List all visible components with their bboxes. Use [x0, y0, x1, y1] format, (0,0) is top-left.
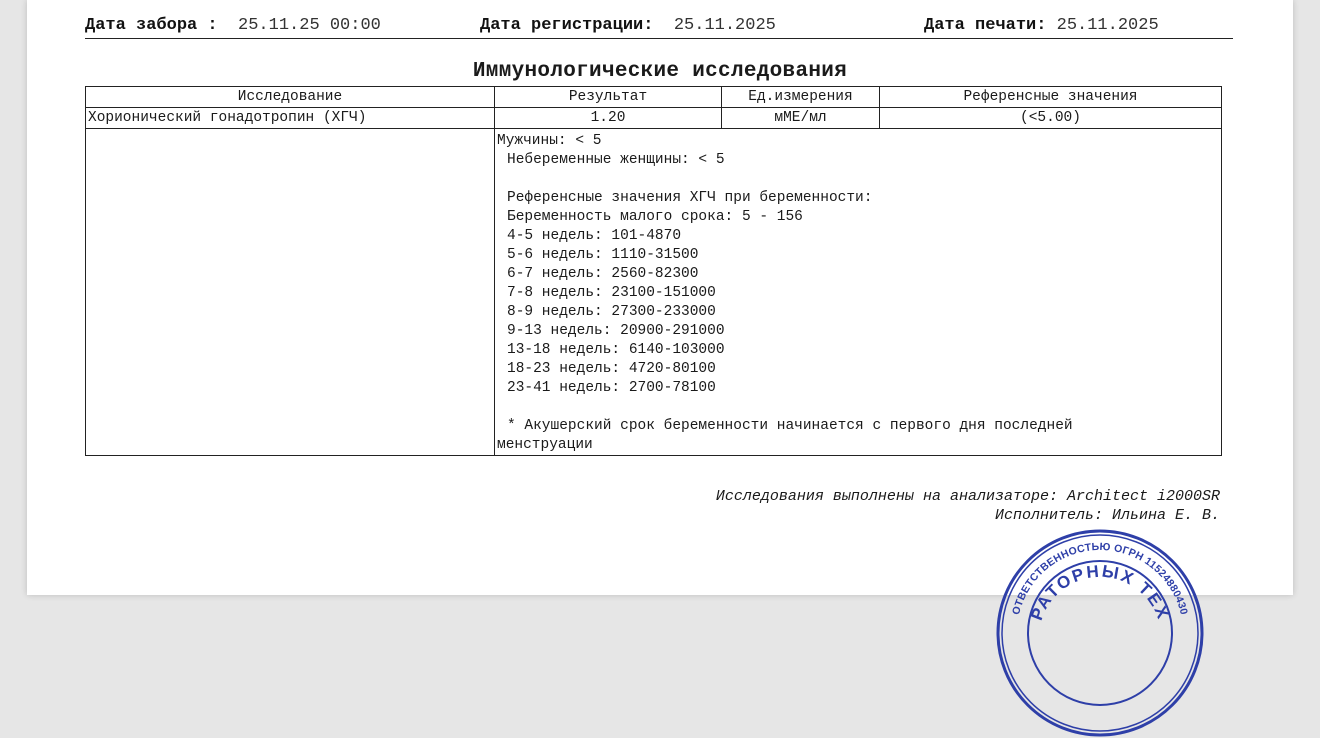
- notes-cell: [495, 129, 1222, 456]
- stamp-inner-text: РАТОРНЫХ ТЕХ: [1027, 561, 1173, 623]
- note-line: 4-5 недель: 101-4870: [507, 228, 682, 244]
- reference-cell: (<5.00): [880, 108, 1222, 129]
- note-line: 13-18 недель: 6140-103000: [507, 342, 725, 358]
- section-title: Иммунологические исследования: [472, 60, 848, 83]
- performer-note: Исполнитель: Ильина Е. В.: [994, 507, 1220, 524]
- note-line: 18-23 недель: 4720-80100: [507, 361, 716, 377]
- collection-date-label: Дата забора :: [85, 16, 218, 35]
- print-date-value: 25.11.2025: [1056, 16, 1159, 35]
- note-line: Мужчины: < 5: [497, 133, 602, 149]
- notes-empty-cell: [86, 129, 495, 456]
- unit-cell: мМЕ/мл: [722, 108, 880, 129]
- registration-date: [480, 16, 776, 35]
- note-line: [497, 170, 1219, 189]
- report-sheet: [27, 0, 1293, 623]
- note-line: Небеременные женщины: < 5: [507, 152, 725, 168]
- collection-date: [85, 16, 381, 35]
- note-line: 5-6 недель: 1110-31500: [507, 247, 699, 263]
- note-line: 23-41 недель: 2700-78100: [507, 380, 716, 396]
- note-line: Беременность малого срока: 5 - 156: [507, 209, 803, 225]
- column-header-unit: Ед.измерения: [722, 87, 880, 108]
- result-cell: 1.20: [495, 108, 722, 129]
- registration-date-label: Дата регистрации:: [480, 16, 654, 35]
- reference-notes: [497, 129, 1219, 455]
- note-line: 6-7 недель: 2560-82300: [507, 266, 699, 282]
- column-header-test: Исследование: [86, 87, 495, 108]
- header-divider: [85, 38, 1233, 39]
- table-row: [86, 108, 1222, 129]
- note-line: 9-13 недель: 20900-291000: [507, 323, 725, 339]
- notes-row: [86, 129, 1222, 456]
- note-line: Референсные значения ХГЧ при беременности:: [507, 190, 873, 206]
- collection-date-value: 25.11.25 00:00: [238, 16, 381, 35]
- analyzer-note: Исследования выполнены на анализаторе: Architect i2000SR: [715, 488, 1220, 505]
- note-line: 8-9 недель: 27300-233000: [507, 304, 716, 320]
- column-header-reference: Референсные значения: [880, 87, 1222, 108]
- print-date-label: Дата печати:: [924, 16, 1047, 35]
- table-header-row: [86, 87, 1222, 108]
- registration-date-value: 25.11.2025: [673, 16, 776, 35]
- note-line: менструации: [497, 437, 593, 453]
- note-line: * Акушерский срок беременности начинается с первого дня последней: [507, 418, 1073, 434]
- print-date: [924, 16, 1159, 35]
- column-header-result: Результат: [495, 87, 722, 108]
- stamp-outer-text: ОТВЕТСТВЕННОСТЬЮ ОГРН 11524880430: [1010, 540, 1190, 617]
- note-line: 7-8 недель: 23100-151000: [507, 285, 716, 301]
- organization-stamp: [995, 528, 1205, 738]
- note-line: [497, 398, 1219, 417]
- results-table: [85, 86, 1222, 456]
- test-name-cell: Хорионический гонадотропин (ХГЧ): [86, 108, 495, 129]
